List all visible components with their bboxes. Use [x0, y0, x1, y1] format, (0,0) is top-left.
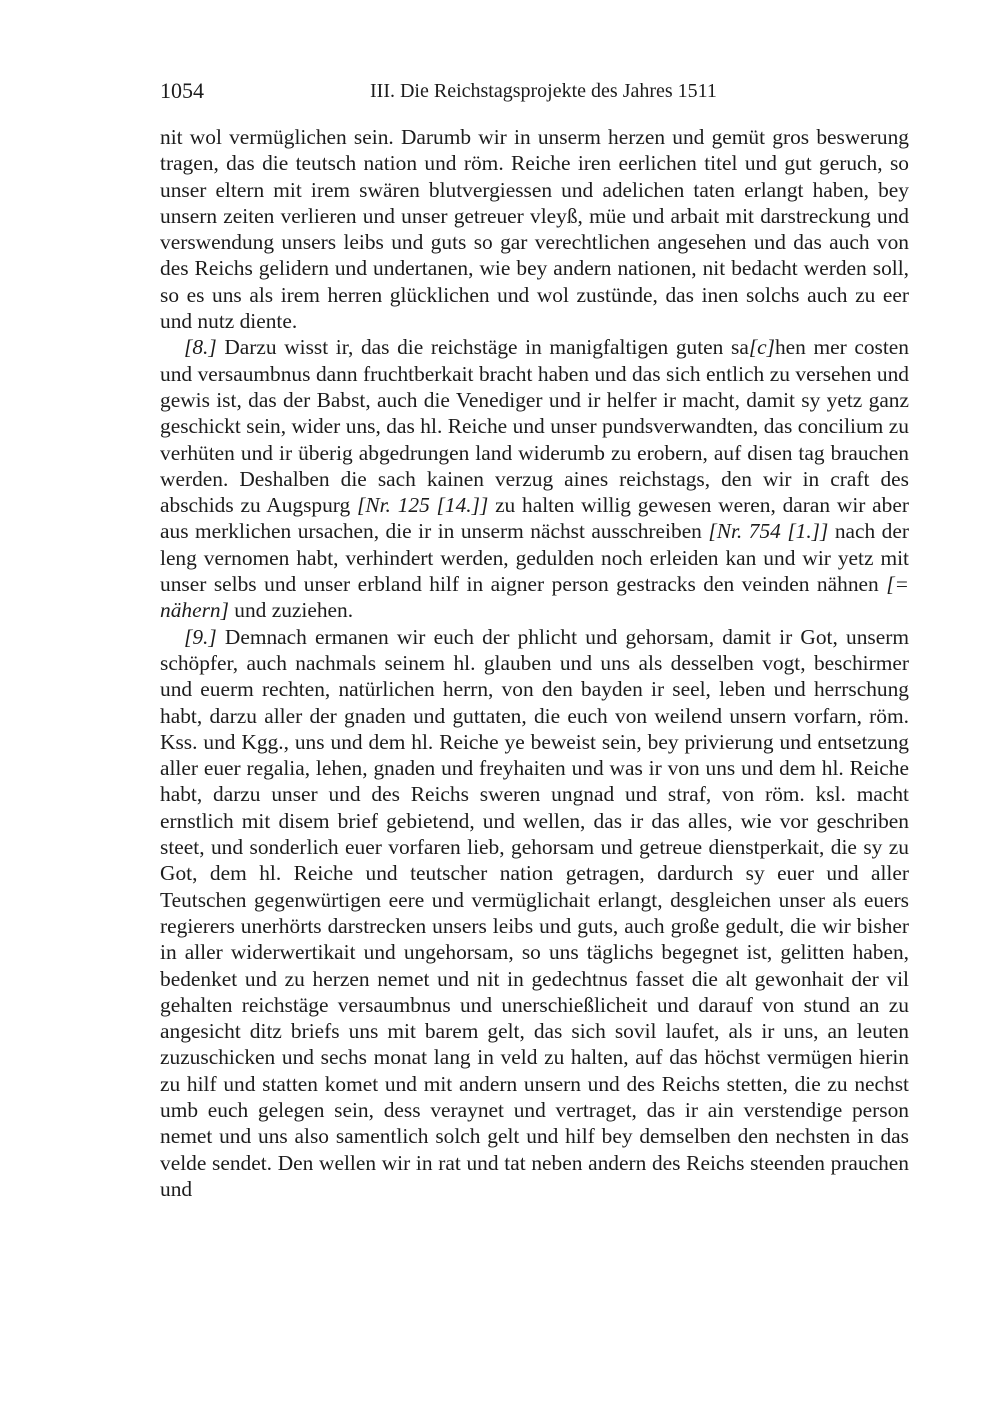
editorial-insertion: [c] — [748, 335, 775, 360]
page-number: 1054 — [160, 78, 204, 103]
cross-reference: [Nr. 125 [14.]] — [357, 493, 489, 518]
editorial-gloss: [= nähern] — [160, 572, 909, 623]
text-segment: nit wol vermüglichen sein. Darumb wir in unserm herzen und gemüt gros beswerung tragen, das die teutsch nation und röm. Reiche iren eerlichen titel und gut geruch, so unser eltern mit irem swären blutvergiessen und adelichen taten erlangt haben, bey unsern zeiten verlieren und unser getreuer vleyß, müe und arbait mit darstreckung und verswendung unsers leibs und guts so gar verechtlichen angesehen und das auch von des Reichs gelidern und undertanen, wie bey andern nationen, nit bedacht werden soll, so es uns als irem herren glücklichen und wol zustünde, das inen solchs auch zu eer und nutz diente. — [160, 125, 909, 334]
text-segment: hen mer costen und versaumbnus dann fruchtberkait bracht haben und das sich entlich zu versehen und gewis ist, das der Babst, auch die Venediger und ir helfer ir macht, damit sy yetz ganz geschickt sein, wider uns, das hl. Reiche und unser pundsverwandten, das concilium zu verhüten und ir überig abgedrungen land widerumb zu erobern, auf disen tag brauchen werden. Deshalben die sach kainen verzug aines reichstags, den wir in craft des abschids zu Augspurg — [160, 335, 909, 518]
paragraph — [160, 124, 909, 334]
section-marker: [8.] — [184, 335, 217, 360]
running-title: III. Die Reichstagsprojekte des Jahres 1511 — [370, 80, 717, 102]
text-segment: Darzu wisst ir, das die reichstäge in manigfaltigen guten sa — [216, 335, 749, 360]
paragraph-9 — [160, 624, 909, 1203]
body-text — [160, 124, 909, 1202]
section-marker: [9.] — [184, 624, 217, 649]
running-header — [160, 78, 910, 108]
text-segment: nach der leng vernomen habt, verhindert werden, gedulden noch erleiden kan und wir yetz mit unser selbs und unser erbland hilf in aigner person gestracks den veinden nähnen — [160, 519, 910, 597]
text-segment: und zuziehen. — [228, 598, 354, 623]
text-segment: Demnach ermanen wir euch der phlicht und gehorsam, damit ir Got, unserm schöpfer, auch nachmals seinem hl. glauben und uns als desselben vogt, beschirmer und euerm rechten, natürlichen herrn, von den bayden ir seel, leben und herrschung habt, darzu aller der gnaden und guttaten, die euch von weilend unsern vorfarn, röm. Kss. und Kgg., uns und dem hl. Reiche ye beweist sein, bey privierung und entsetzung aller euer regalia, lehen, gnaden und freyhaiten und was ir von uns und dem hl. Reiche habt, darzu unser und des Reichs sweren ungnad und straf, von röm. ksl. macht ernstlich mit disem brief gebietend, und wellen, das ir das alles, wie vor geschriben steet, und sonderlich euer vorfaren lieb, gehorsam und getreue dienstperkait, die sy zu Got, dem hl. Reiche und teutscher nation getragen, dardurch sy euer und aller Teutschen gegenwürtigen eere und vermüglichait erlangt, desgleichen unser als euers regierers unerhörts darstrecken unsers leibs und guts, auch große gedult, die wir bisher in aller widerwertikait und ungehorsam, so uns täglichs begegnet ist, gelitten haben, bedenket und zu herzen nemet und nit in gedechtnus fasset die alt gewonhait der vil gehalten reichstäge versaumbnus und unerschießlicheit und darauf von stund an zu angesicht ditz briefs uns mit barem gelt, das sich sovil laufet, als ir uns, an leuten zuzuschicken und sechs monat lang in veld zu halten, auf das höchst vermügen hierin zu hilf und statten komet und mit andern unsern und des Reichs stetten, die zu nechst umb euch gelegen sein, dess veraynet und vertraget, das ir ain verstendige person nemet und uns also samentlich solch gelt und hilf bey demselben den nechsten in das velde sendet. Den wellen wir in rat und tat neben andern des Reichs steenden prauchen und — [160, 624, 909, 1201]
cross-reference: [Nr. 754 [1.]] — [708, 519, 829, 544]
text-segment: zu halten willig gewesen weren, daran wir aber aus merklichen ursachen, die ir in unserm nächst ausschreiben — [160, 493, 909, 544]
paragraph-8 — [160, 334, 909, 623]
